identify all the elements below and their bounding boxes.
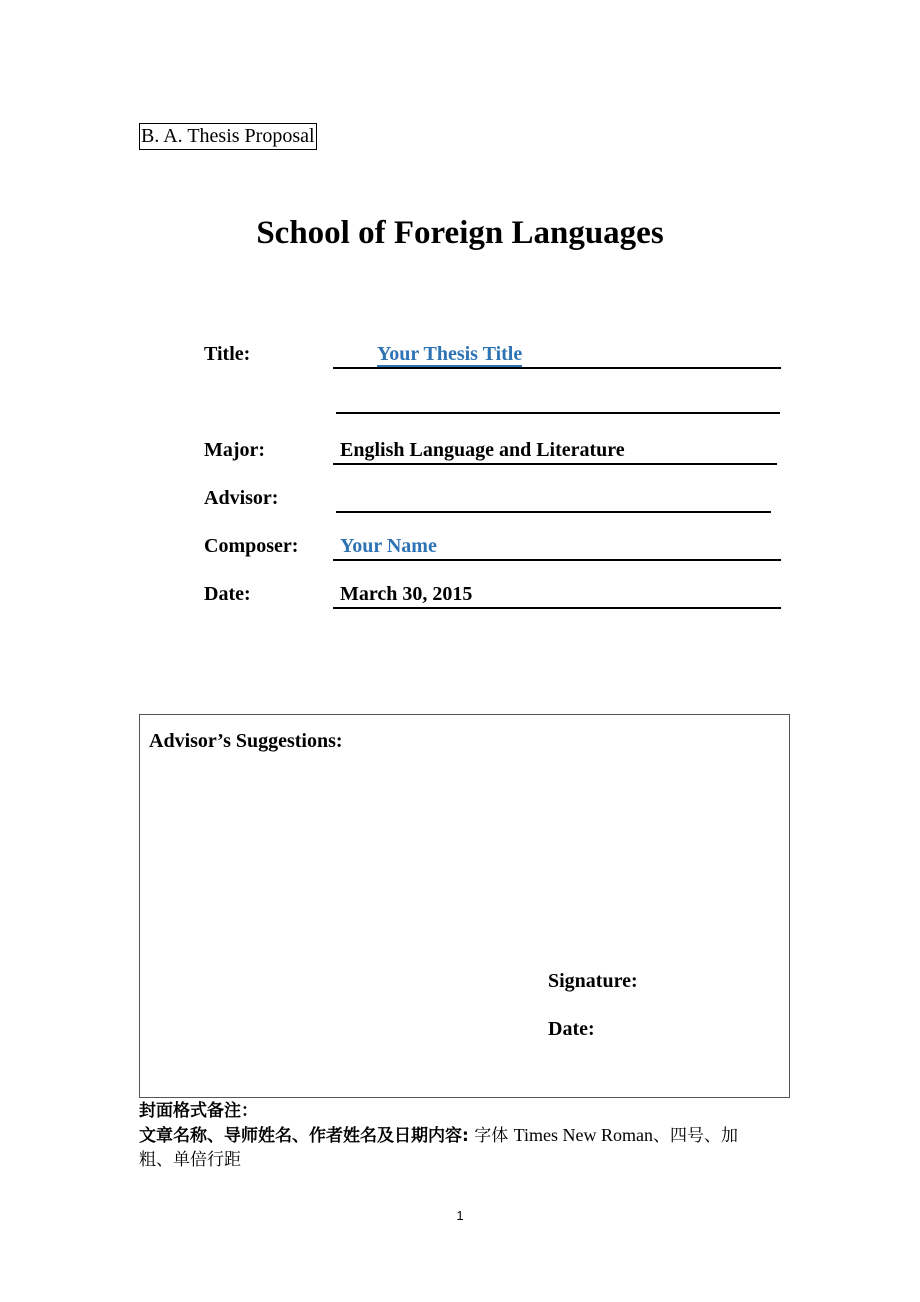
- format-note-heading: 封面格式备注：: [139, 1101, 258, 1121]
- major-value: English Language and Literature: [340, 439, 625, 461]
- advisor-suggestions-box[interactable]: [139, 714, 790, 1098]
- title-second-line[interactable]: [336, 386, 780, 414]
- suggestions-heading: Advisor’s Suggestions:: [149, 730, 343, 752]
- format-note-bold: 文章名称、导师姓名、作者姓名及日期内容: [139, 1126, 462, 1146]
- suggestions-date-label: Date:: [548, 1018, 595, 1040]
- composer-value: Your Name: [340, 535, 437, 557]
- format-note-colon: :: [462, 1126, 469, 1146]
- page-number: 1: [456, 1208, 464, 1223]
- advisor-field[interactable]: [336, 485, 771, 513]
- major-field[interactable]: [333, 437, 777, 465]
- format-note-text-b: 、四号、加: [652, 1126, 738, 1146]
- title-field[interactable]: [333, 341, 781, 369]
- format-note-text-a: 字体: [468, 1126, 514, 1146]
- format-note-line1: [139, 1123, 791, 1148]
- date-value: March 30, 2015: [340, 583, 473, 605]
- format-note-line2: 粗、单倍行距: [139, 1150, 241, 1170]
- proposal-label: B. A. Thesis Proposal: [139, 123, 317, 150]
- date-label: Date:: [204, 583, 251, 605]
- format-note-font: Times New Roman: [513, 1125, 653, 1145]
- title-label: Title:: [204, 343, 251, 365]
- title-value: Your Thesis Title: [377, 343, 523, 365]
- date-field[interactable]: [333, 581, 781, 609]
- composer-label: Composer:: [204, 535, 299, 557]
- school-title: School of Foreign Languages: [256, 215, 664, 251]
- composer-field[interactable]: [333, 533, 781, 561]
- major-label: Major:: [204, 439, 266, 461]
- signature-label: Signature:: [548, 970, 638, 992]
- advisor-label: Advisor:: [204, 487, 279, 509]
